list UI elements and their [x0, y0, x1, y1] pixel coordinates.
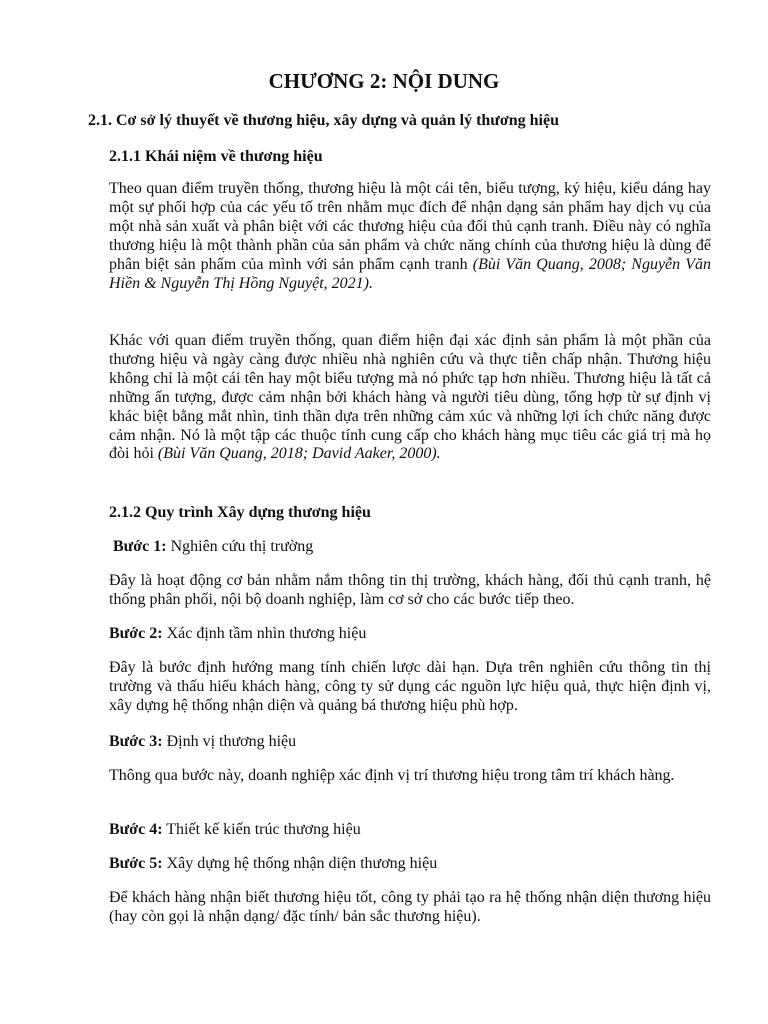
step-label: Bước 5:: [109, 855, 163, 872]
paragraph-text: Theo quan điểm truyền thống, thương hiệu là một cái tên, biểu tượng, ký hiệu, kiểu dáng hay một sự phối hợp của các yếu tố trên nhằm mục đích để nhận dạng sản phẩm hay dịch vụ của một nhà sản xuất và phân biệt với các thương hiệu của đối thủ cạnh tranh. Điều này có nghĩa thương hiệu là một thành phần của sản phẩm và chức năng chính của thương hiệu là dùng để phân biệt sản phẩm của mình với sản phẩm cạnh tranh: [109, 180, 711, 273]
step-label: Bước 3:: [109, 733, 163, 750]
step-title: Thiết kế kiến trúc thương hiệu: [162, 821, 361, 838]
step-5-heading: [109, 854, 437, 874]
section-heading-2-1: 2.1. Cơ sở lý thuyết về thương hiệu, xây dựng và quản lý thương hiệu: [88, 112, 559, 129]
step-3-heading: [109, 732, 296, 752]
step-title: Xây dựng hệ thống nhận diện thương hiệu: [162, 855, 438, 872]
step-label: Bước 2:: [109, 625, 163, 642]
paragraph-traditional-view: [109, 180, 711, 293]
step-label: Bước 4:: [109, 821, 163, 838]
paragraph-modern-view: [109, 332, 711, 464]
step-5-description: Để khách hàng nhận biết thương hiệu tốt, công ty phải tạo ra hệ thống nhận diện thương hiệu (hay còn gọi là nhận dạng/ đặc tính/ bản sắc thương hiệu).: [109, 889, 711, 925]
step-title: Xác định tầm nhìn thương hiệu: [162, 625, 367, 642]
citation: (Bùi Văn Quang, 2018; David Aaker, 2000).: [157, 445, 441, 463]
section-heading-2-1-1: 2.1.1 Khái niệm về thương hiệu: [109, 148, 323, 165]
citation: (Bùi Văn Quang, 2008; Nguyễn Văn Hiền & Nguyễn Thị Hồng Nguyệt, 2021).: [109, 255, 711, 292]
step-2-description: Đây là bước định hướng mang tính chiến lược dài hạn. Dựa trên nghiên cứu thông tin thị trường và thấu hiểu khách hàng, công ty sử dụng các nguồn lực hiệu quả, thực hiện định vị, xây dựng hệ thống nhận diện và quảng bá thương hiệu phù hợp.: [109, 659, 711, 714]
step-label: Bước 1:: [113, 538, 167, 555]
step-2-heading: [109, 624, 366, 644]
step-title: Nghiên cứu thị trường: [166, 538, 314, 555]
chapter-title: CHƯƠNG 2: NỘI DUNG: [268, 69, 500, 93]
step-1-heading: [113, 537, 313, 557]
step-1-description: Đây là hoạt động cơ bản nhằm nắm thông tin thị trường, khách hàng, đối thủ cạnh tranh, hệ thống phân phối, nội bộ doanh nghiệp, làm cơ sở cho các bước tiếp theo.: [109, 572, 711, 608]
step-title: Định vị thương hiệu: [162, 733, 297, 750]
step-3-description: Thông qua bước này, doanh nghiệp xác định vị trí thương hiệu trong tâm trí khách hàng.: [109, 767, 675, 784]
section-heading-2-1-2: 2.1.2 Quy trình Xây dựng thương hiệu: [109, 504, 371, 521]
step-4-heading: [109, 820, 361, 840]
paragraph-text: Khác với quan điểm truyền thống, quan điểm hiện đại xác định sản phẩm là một phần của thương hiệu và ngày càng được nhiều nhà nghiên cứu và thực tiễn chấp nhận. Thương hiệu không chỉ là một cái tên hay một biểu tượng mà nó phức tạp hơn nhiều. Thương hiệu là tất cả những ấn tượng, được cảm nhận bởi khách hàng và người tiêu dùng, tổng hợp từ sự định vị khác biệt bằng mắt nhìn, tinh thần dựa trên những cảm xúc và những lợi ích chức năng được cảm nhận. Nó là một tập các thuộc tính cung cấp cho khách hàng mục tiêu các giá trị mà họ đòi hỏi: [109, 332, 711, 463]
